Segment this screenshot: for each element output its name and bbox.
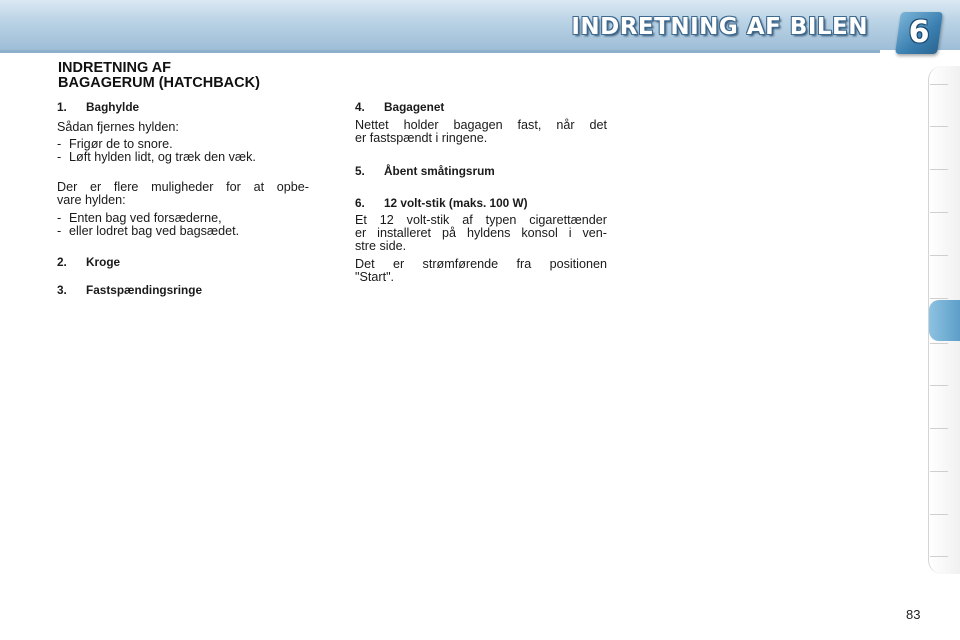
section-number: 4. bbox=[355, 100, 365, 114]
section-text bbox=[355, 258, 607, 284]
text-line: er installeret på hyldens konsol i ven- bbox=[355, 226, 607, 240]
section-text: Sådan fjernes hylden: bbox=[57, 120, 179, 134]
tab-divider bbox=[930, 385, 948, 386]
list-item bbox=[57, 151, 309, 164]
tab-divider bbox=[930, 169, 948, 170]
chapter-title: INDRETNING AF BILEN bbox=[571, 14, 868, 40]
tab-divider bbox=[930, 84, 948, 85]
section-number: 3. bbox=[57, 283, 67, 297]
section-title: Baghylde bbox=[86, 100, 140, 114]
section-number: 2. bbox=[57, 255, 67, 269]
tab-divider bbox=[930, 255, 948, 256]
list-item bbox=[57, 225, 309, 238]
tab-divider bbox=[930, 212, 948, 213]
section-heading-kroge bbox=[57, 256, 309, 269]
page-title-line: BAGAGERUM (HATCHBACK) bbox=[58, 75, 260, 91]
page-number: 83 bbox=[906, 607, 921, 622]
section-title: Åbent småtingsrum bbox=[384, 164, 495, 178]
text-line: er fastspændt i ringene. bbox=[355, 131, 488, 145]
chapter-number: 6 bbox=[908, 15, 930, 50]
text-line: vare hylden: bbox=[57, 193, 126, 207]
page-title-line: INDRETNING AF bbox=[58, 60, 172, 76]
section-heading-12-volt-stik bbox=[355, 197, 607, 210]
section-text bbox=[355, 214, 607, 253]
text-line: Et 12 volt-stik af typen cigarettænder bbox=[355, 213, 607, 227]
header-rule bbox=[0, 50, 880, 53]
tab-divider bbox=[930, 428, 948, 429]
tab-divider bbox=[930, 556, 948, 557]
section-title: Kroge bbox=[86, 255, 121, 269]
tab-divider bbox=[930, 126, 948, 127]
chapter-tab-active[interactable] bbox=[929, 300, 960, 341]
text-line: Der er flere muligheder for at opbe- bbox=[57, 180, 309, 194]
text-line: "Start". bbox=[355, 270, 395, 284]
section-title: Bagagenet bbox=[384, 100, 445, 114]
page-title bbox=[58, 61, 338, 91]
list-item-text: Frigør de to snore. bbox=[69, 137, 173, 151]
section-number: 5. bbox=[355, 164, 365, 178]
text-line: stre side. bbox=[355, 239, 407, 253]
section-number: 1. bbox=[57, 100, 67, 114]
section-title: 12 volt-stik (maks. 100 W) bbox=[384, 196, 528, 210]
tab-divider bbox=[930, 514, 948, 515]
tab-divider bbox=[930, 298, 948, 299]
section-heading-fastspaendingsringe bbox=[57, 284, 309, 297]
section-number: 6. bbox=[355, 196, 365, 210]
text-line: Nettet holder bagagen fast, når det bbox=[355, 118, 607, 132]
text-line: Det er strømførende fra positionen bbox=[355, 257, 607, 271]
section-title: Fastspændingsringe bbox=[86, 283, 203, 297]
list-item-text: Løft hylden lidt, og træk den væk. bbox=[69, 150, 256, 164]
section-heading-bagagenet bbox=[355, 101, 607, 114]
tab-divider bbox=[930, 343, 948, 344]
bullet-dash: - bbox=[57, 211, 62, 225]
list-item-text: Enten bag ved forsæderne, bbox=[69, 211, 222, 225]
list-item-text: eller lodret bag ved bagsædet. bbox=[69, 224, 240, 238]
bullet-dash: - bbox=[57, 137, 62, 151]
tab-divider bbox=[930, 471, 948, 472]
right-column bbox=[355, 101, 607, 284]
section-heading-baghylde bbox=[57, 101, 309, 114]
bullet-dash: - bbox=[57, 150, 62, 164]
section-text bbox=[355, 119, 607, 145]
bullet-dash: - bbox=[57, 224, 62, 238]
section-heading-smaatingsrum bbox=[355, 165, 607, 178]
left-column bbox=[57, 101, 309, 297]
section-text bbox=[57, 181, 309, 207]
